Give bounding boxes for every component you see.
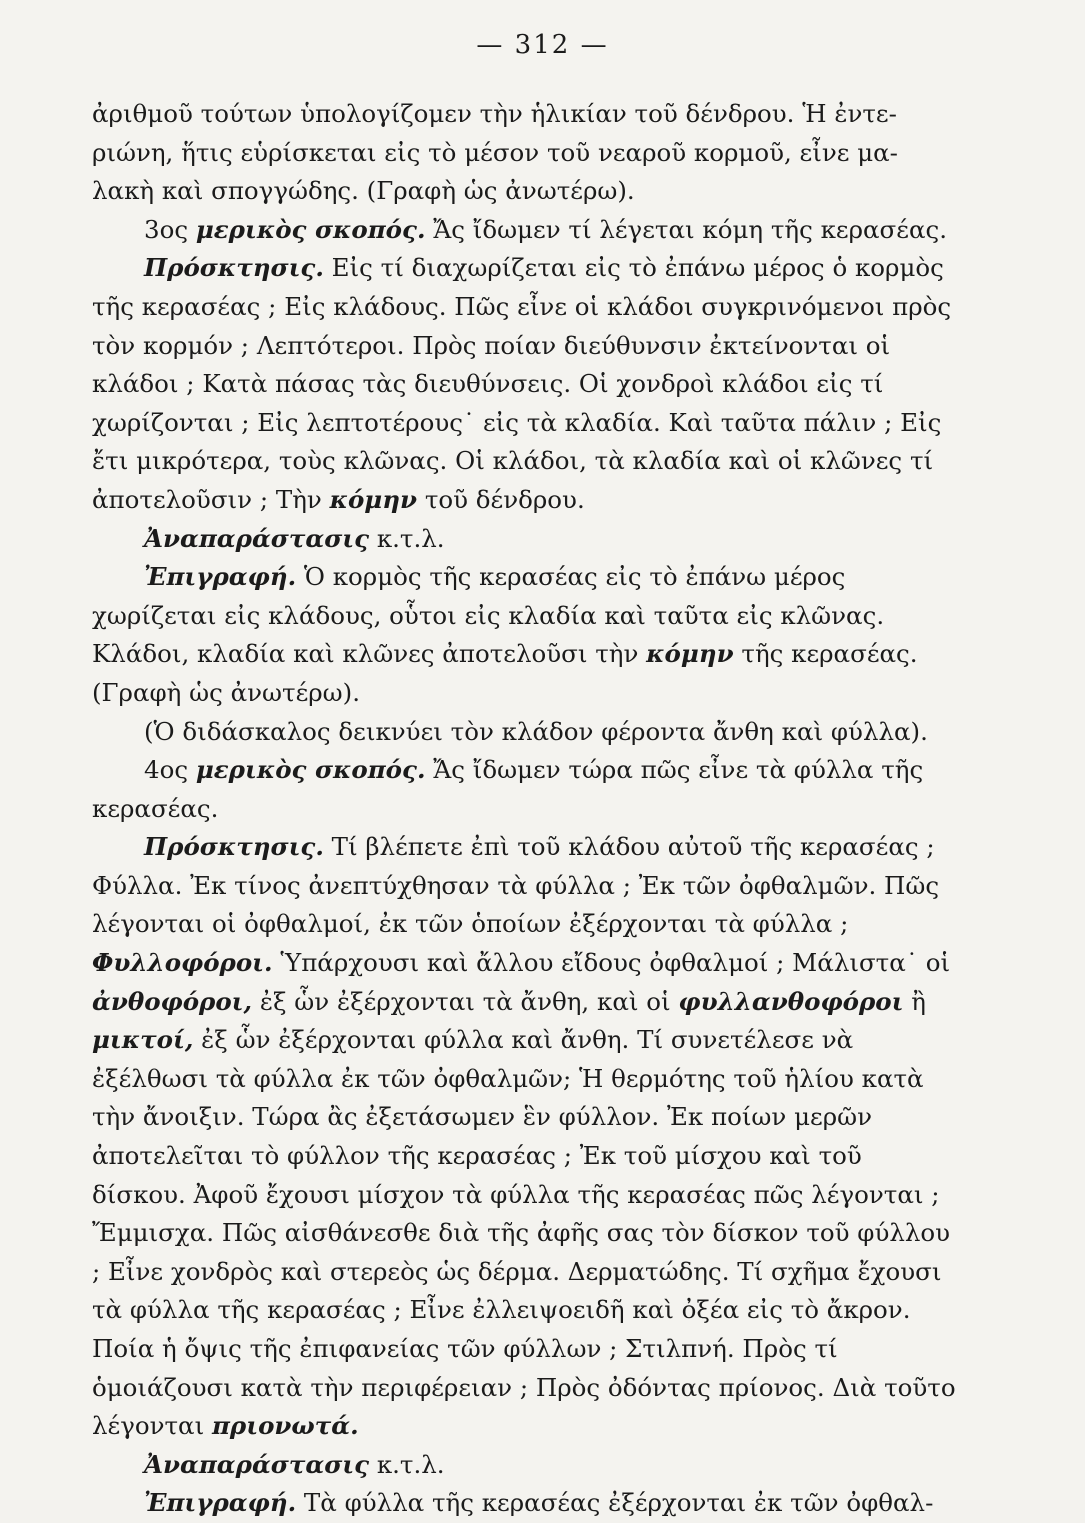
- paragraph: [92, 828, 962, 1446]
- paragraph: [92, 1484, 962, 1523]
- paragraph-text: τῆς κερασέας. (Γραφὴ ὡς ἀνωτέρω).: [92, 639, 918, 707]
- paragraph-text: Ἄς ἴδωμεν τώρα πῶς εἶνε τὰ φύλλα τῆς κερασέας.: [92, 755, 924, 823]
- emphasis-term: κόμην: [646, 639, 734, 669]
- section-heading: Ἐπιγραφή.: [144, 562, 297, 592]
- paragraph-text: Τί βλέπετε ἐπὶ τοῦ κλάδου αὐτοῦ τῆς κερασέας ; Φύλλα. Ἐκ τίνος ἀνεπτύχθησαν τὰ φύλλα ; Ἐκ τῶν ὀφθαλμῶν. Πῶς λέγονται οἱ ὀφθαλμοί, ἐκ τῶν ὁποίων ἐξέρχονται τὰ φύλλα ;: [92, 832, 940, 939]
- section-number: 4ος: [144, 755, 196, 785]
- body-text: [92, 95, 962, 1523]
- paragraph-text: (Ὁ διδάσκαλος δεικνύει τὸν κλάδον φέροντα ἄνθη καὶ φύλλα).: [144, 716, 928, 746]
- paragraph: [92, 249, 962, 519]
- text-line: ριώνη, ἥτις εὑρίσκεται εἰς τὸ μέσον τοῦ νεαροῦ κορμοῦ, εἶνε μα-: [92, 137, 898, 167]
- paragraph-text: Ὑπάρχουσι καὶ ἄλλου εἴδους ὀφθαλμοί ; Μάλιστα˙ οἱ: [272, 948, 951, 978]
- text-line: λακὴ καὶ σπογγώδης. (Γραφὴ ὡς ἀνωτέρω).: [92, 176, 635, 206]
- paragraph-text: Ἄς ἴδωμεν τί λέγεται κόμη τῆς κερασέας.: [425, 214, 948, 244]
- paragraph-text: ἢ: [903, 986, 926, 1016]
- section-number: 3ος: [144, 214, 196, 244]
- section-heading: Ἐπιγραφή.: [144, 1488, 297, 1518]
- paragraph: [92, 211, 962, 250]
- emphasis-term: πριονωτά.: [212, 1411, 359, 1441]
- emphasis-term: ἀνθοφόροι,: [92, 986, 253, 1016]
- page-number: — 312 —: [476, 30, 609, 60]
- paragraph-text: κ.τ.λ.: [369, 1449, 445, 1479]
- paragraph-text: Ὁ κορμὸς τῆς κερασέας εἰς τὸ ἐπάνω μέρος χωρίζεται εἰς κλάδους, οὗτοι εἰς κλαδία καὶ ταῦτα εἰς κλῶνας. Κλάδοι, κλαδία καὶ κλῶνες ἀποτελοῦσι τὴν: [92, 562, 885, 669]
- emphasis-term: κόμην: [329, 484, 418, 514]
- paragraph-text: κ.τ.λ.: [369, 523, 445, 553]
- section-heading: Ἀναπαράστασις: [144, 523, 370, 553]
- emphasis-term: μικτοί,: [92, 1025, 194, 1055]
- paragraph: [92, 1446, 962, 1485]
- paragraph-text: Εἰς τί διαχωρίζεται εἰς τὸ ἐπάνω μέρος ὁ κορμὸς τῆς κερασέας ; Εἰς κλάδους. Πῶς εἶνε οἱ κλάδοι συγκρινόμενοι πρὸς τὸν κορμόν ; Λεπτότεροι. Πρὸς ποίαν διεύθυνσιν ἐκτείνονται οἱ κλάδοι ; Κατὰ πάσας τὰς διευθύνσεις. Οἱ χονδροὶ κλάδοι εἰς τί χωρίζονται ; Εἰς λεπτοτέρους˙ εἰς τὰ κλαδία. Καὶ ταῦτα πάλιν ; Εἰς ἔτι μικρότερα, τοὺς κλῶνας. Οἱ κλάδοι, τὰ κλαδία καὶ οἱ κλῶνες τί ἀποτελοῦσιν ; Τὴν: [92, 253, 952, 514]
- section-heading: Πρόσκτησις.: [144, 832, 324, 862]
- paragraph: [92, 95, 962, 211]
- text-line: ἀριθμοῦ τούτων ὑπολογίζομεν τὴν ἡλικίαν τοῦ δένδρου. Ἡ ἐντε-: [92, 99, 897, 128]
- paragraph-text: ἐξ ὧν ἐξέρχονται τὰ ἄνθη, καὶ οἱ: [252, 986, 679, 1016]
- emphasis-term: φυλλανθοφόροι: [678, 986, 904, 1016]
- paragraph-text: ἐξ ὧν ἐξέρχονται φύλλα καὶ ἄνθη. Τί συνετέλεσε νὰ ἐξέλθωσι τὰ φύλλα ἐκ τῶν ὀφθαλμῶν; Ἡ θερμότης τοῦ ἡλίου κατὰ τὴν ἄνοιξιν. Τώρα ἂς ἐξετάσωμεν ἓν φύλλον. Ἐκ ποίων μερῶν ἀποτελεῖται τὸ φύλλον τῆς κερασέας ; Ἐκ τοῦ μίσχου καὶ τοῦ δίσκου. Ἀφοῦ ἔχουσι μίσχον τὰ φύλλα τῆς κερασέας πῶς λέγονται ; Ἔμμισχα. Πῶς αἰσθάνεσθε διὰ τῆς ἀφῆς σας τὸν δίσκον τοῦ φύλλου ; Εἶνε χονδρὸς καὶ στερεὸς ὡς δέρμα. Δερματώδης. Τί σχῆμα ἔχουσι τὰ φύλλα τῆς κερασέας ; Εἶνε ἐλλειψοειδῆ καὶ ὀξέα εἰς τὸ ἄκρον. Ποία ἡ ὄψις τῆς ἐπιφανείας τῶν φύλλων ; Στιλπνή. Πρὸς τί ὁμοιάζουσι κατὰ τὴν περιφέρειαν ; Πρὸς ὀδόντας πρίονος. Διὰ τοῦτο λέγονται: [92, 1025, 956, 1441]
- paragraph-text: τοῦ δένδρου.: [417, 484, 585, 514]
- paragraph: [92, 558, 962, 712]
- section-heading: μερικὸς σκοπός.: [195, 755, 426, 785]
- paragraph: [92, 751, 962, 828]
- section-heading: Ἀναπαράστασις: [144, 1449, 370, 1479]
- section-heading: μερικὸς σκοπός.: [195, 214, 426, 244]
- paragraph-text: Τὰ φύλλα τῆς κερασέας ἐξέρχονται ἐκ τῶν ὀφθαλ-: [296, 1488, 934, 1518]
- paragraph: [92, 520, 962, 559]
- emphasis-term: Φυλλοφόροι.: [92, 948, 273, 978]
- paragraph: [92, 713, 962, 752]
- section-heading: Πρόσκτησις.: [144, 253, 324, 283]
